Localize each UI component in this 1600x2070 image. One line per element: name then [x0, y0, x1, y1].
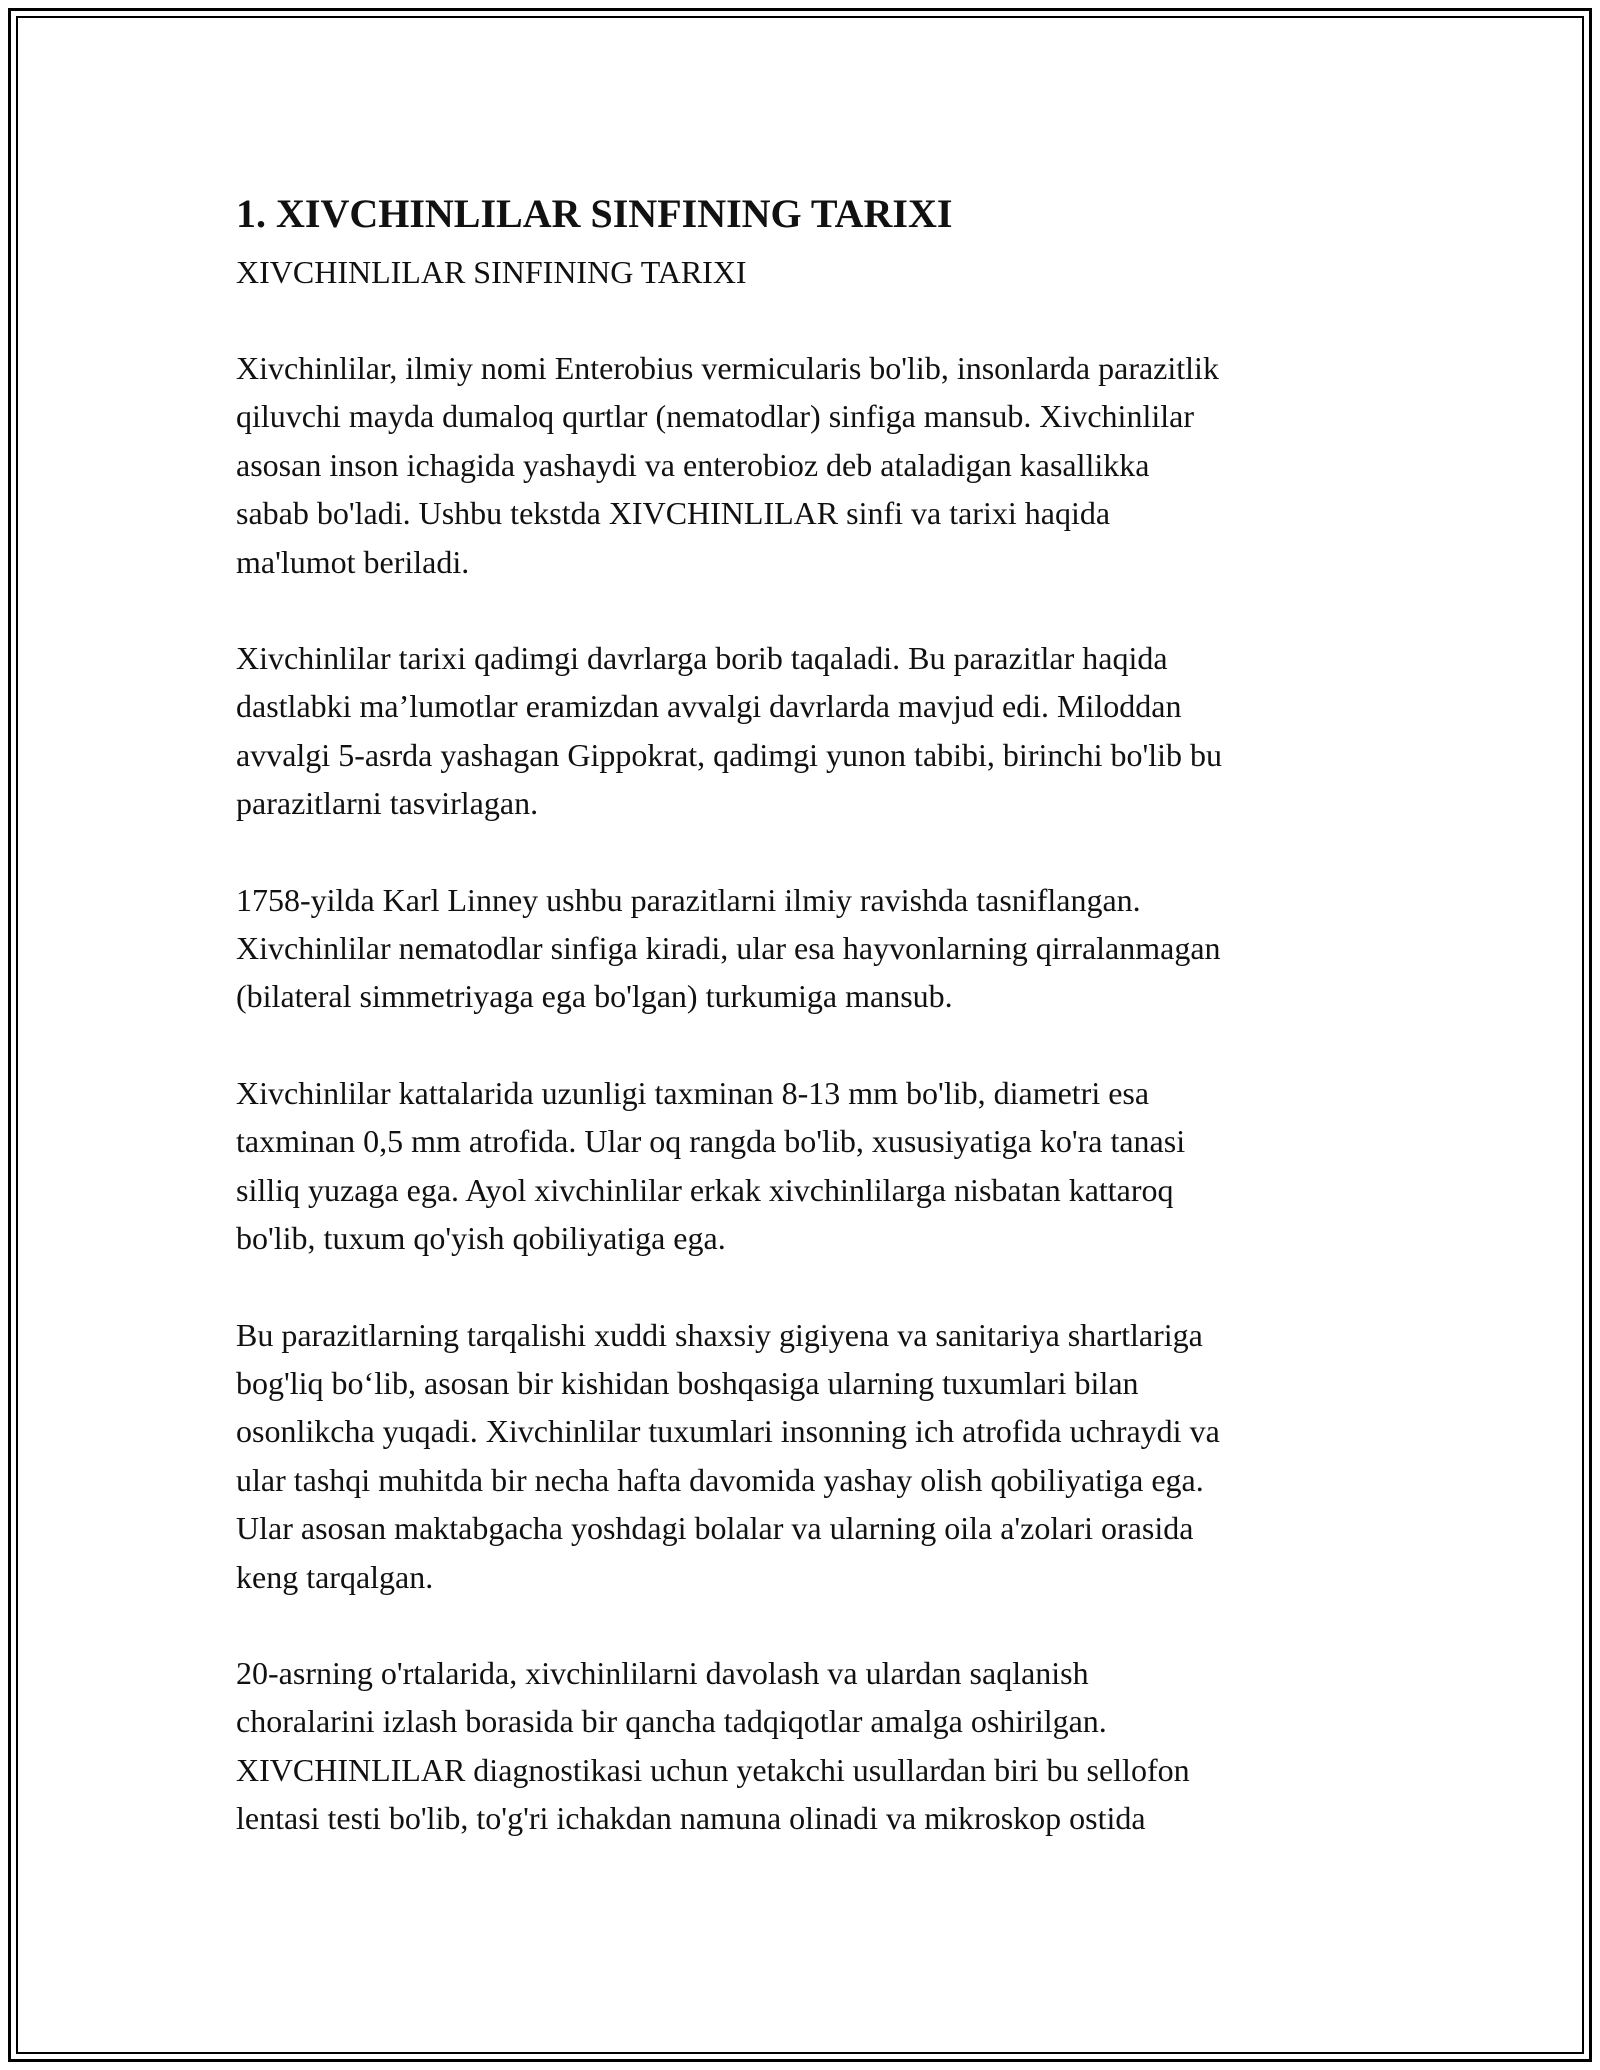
- paragraph-line: Xivchinlilar nematodlar sinfiga kiradi, ular esa hayvonlarning qirralanmagan: [236, 930, 1221, 967]
- paragraph: [236, 1311, 1376, 1601]
- paragraph-line: Bu parazitlarning tarqalishi xuddi shaxsiy gigiyena va sanitariya shartlariga: [236, 1316, 1203, 1353]
- document-body: [236, 180, 1376, 1843]
- paragraph-line: sabab bo'ladi. Ushbu tekstda XIVCHINLILAR sinfi va tarixi haqida: [236, 495, 1111, 532]
- paragraph: [236, 1649, 1376, 1843]
- paragraph: [236, 634, 1376, 828]
- paragraph-line: lentasi testi bo'lib, to'g'ri ichakdan namuna olinadi va mikroskop ostida: [236, 1800, 1146, 1837]
- section-heading: 1. XIVCHINLILAR SINFINING TARIXI: [236, 191, 953, 236]
- paragraph: [236, 876, 1376, 1021]
- paragraph: [236, 1069, 1376, 1263]
- paragraph-line: osonlikcha yuqadi. Xivchinlilar tuxumlari insonning ich atrofida uchraydi va: [236, 1413, 1220, 1450]
- paragraph-line: (bilateral simmetriyaga ega bo'lgan) turkumiga mansub.: [236, 978, 953, 1015]
- paragraph-line: Xivchinlilar tarixi qadimgi davrlarga borib taqaladi. Bu parazitlar haqida: [236, 640, 1168, 677]
- paragraph-line: XIVCHINLILAR diagnostikasi uchun yetakchi usullardan biri bu sellofon: [236, 1751, 1190, 1788]
- paragraph-line: ular tashqi muhitda bir necha hafta davomida yashay olish qobiliyatiga ega.: [236, 1461, 1204, 1498]
- paragraph-line: taxminan 0,5 mm atrofida. Ular oq rangda bo'lib, xususiyatiga ko'ra tanasi: [236, 1123, 1186, 1160]
- paragraph-line: silliq yuzaga ega. Ayol xivchinlilar erkak xivchinlilarga nisbatan kattaroq: [236, 1171, 1174, 1208]
- paragraph-line: asosan inson ichagida yashaydi va enterobioz deb ataladigan kasallikka: [236, 446, 1150, 483]
- paragraph-line: 1758-yilda Karl Linney ushbu parazitlarni ilmiy ravishda tasniflangan.: [236, 881, 1141, 918]
- paragraph-line: Xivchinlilar kattalarida uzunligi taxminan 8-13 mm bo'lib, diametri esa: [236, 1074, 1150, 1111]
- paragraph-line: choralarini izlash borasida bir qancha tadqiqotlar amalga oshirilgan.: [236, 1703, 1107, 1740]
- paragraph-list: [236, 344, 1376, 1843]
- paragraph-line: keng tarqalgan.: [236, 1558, 434, 1595]
- paragraph-line: avvalgi 5-asrda yashagan Gippokrat, qadimgi yunon tabibi, birinchi bo'lib bu: [236, 736, 1222, 773]
- section-subtitle: XIVCHINLILAR SINFINING TARIXI: [236, 254, 747, 290]
- paragraph-line: Ular asosan maktabgacha yoshdagi bolalar va ularning oila a'zolari orasida: [236, 1510, 1194, 1547]
- paragraph-line: bog'liq bo‘lib, asosan bir kishidan boshqasiga ularning tuxumlari bilan: [236, 1364, 1139, 1401]
- paragraph-line: ma'lumot beriladi.: [236, 543, 470, 580]
- paragraph-line: parazitlarni tasvirlagan.: [236, 785, 539, 822]
- paragraph-line: 20-asrning o'rtalarida, xivchinlilarni davolash va ulardan saqlanish: [236, 1654, 1089, 1691]
- paragraph-line: Xivchinlilar, ilmiy nomi Enterobius vermicularis bo'lib, insonlarda parazitlik: [236, 350, 1219, 386]
- paragraph-line: qiluvchi mayda dumaloq qurtlar (nematodlar) sinfiga mansub. Xivchinlilar: [236, 398, 1194, 435]
- paragraph: [236, 344, 1376, 586]
- paragraph-line: bo'lib, tuxum qo'yish qobiliyatiga ega.: [236, 1220, 726, 1257]
- paragraph-line: dastlabki ma’lumotlar eramizdan avvalgi davrlarda mavjud edi. Miloddan: [236, 688, 1182, 725]
